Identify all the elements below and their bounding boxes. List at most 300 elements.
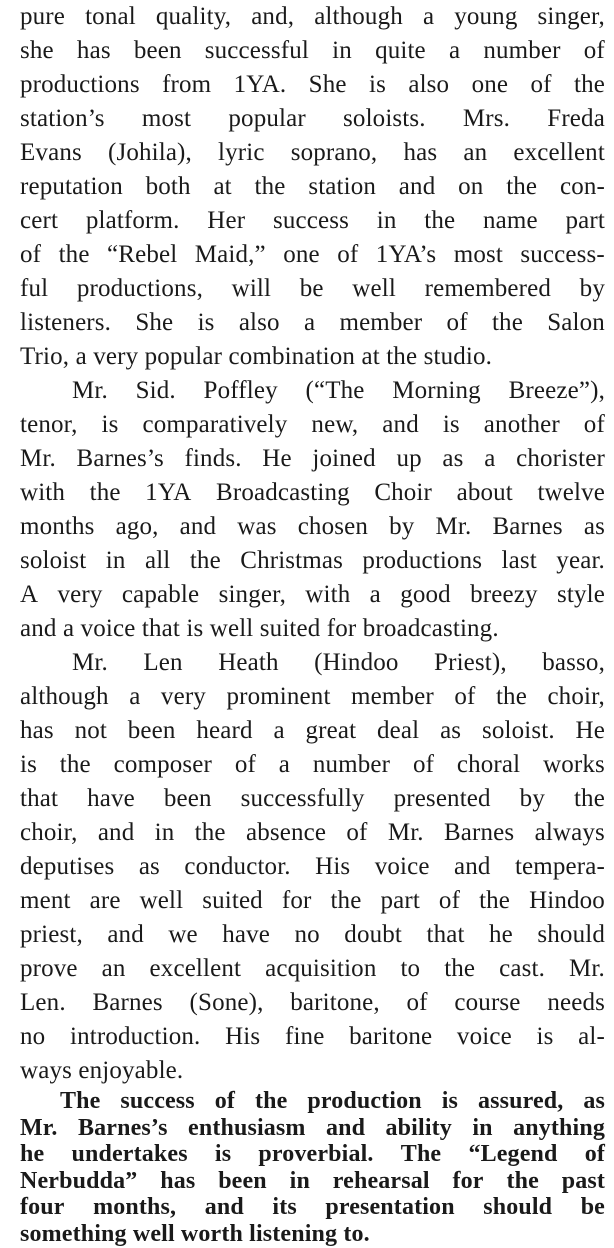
word: not — [74, 717, 107, 744]
word: undertakes — [71, 1141, 188, 1167]
text-line — [20, 1115, 605, 1142]
word: good — [400, 581, 451, 608]
word: for — [452, 1167, 484, 1194]
word: tempera- — [514, 853, 605, 880]
word: productions — [20, 71, 140, 98]
word: are — [89, 887, 121, 914]
word: ability — [385, 1114, 452, 1141]
word: in — [376, 207, 397, 234]
word: basso, — [542, 649, 605, 676]
text-line — [20, 986, 605, 1019]
text-line — [20, 170, 605, 203]
word: twelve — [537, 479, 605, 506]
word: as — [583, 1088, 605, 1114]
word: she — [20, 37, 54, 64]
word: al- — [578, 1023, 605, 1050]
word: all — [144, 547, 171, 574]
word: A — [20, 581, 39, 608]
paragraph-first-line — [72, 646, 605, 679]
word: doubt — [344, 921, 402, 948]
word: composer — [113, 751, 213, 778]
word: conductor. — [184, 853, 291, 880]
word: priest, — [20, 921, 83, 948]
word: Nerbudda” — [20, 1167, 138, 1194]
word: and — [97, 819, 135, 846]
word: as — [442, 445, 464, 472]
word: remembered — [424, 275, 552, 302]
text-line — [20, 442, 605, 475]
word: of — [438, 887, 461, 914]
word: (“The — [305, 377, 365, 404]
word: tenor, — [20, 411, 78, 438]
word: a — [422, 3, 435, 30]
word: should — [537, 921, 605, 948]
word: Choir — [374, 479, 433, 506]
word: deputises — [20, 853, 115, 880]
word: be — [580, 1194, 605, 1220]
word: no — [294, 921, 320, 948]
text-line: and a voice that is well suited for broadcasting. — [20, 615, 499, 642]
word: with — [305, 581, 351, 608]
word: one — [283, 241, 320, 268]
word: last — [501, 547, 537, 574]
word: in — [472, 1114, 493, 1141]
word: the — [491, 309, 523, 336]
text-line — [20, 884, 605, 917]
word: member — [351, 683, 434, 710]
word: and — [179, 513, 217, 540]
word: “Legend — [468, 1141, 558, 1167]
word: ment — [20, 887, 71, 914]
word: (Hindoo — [314, 649, 399, 676]
word: one — [471, 71, 509, 98]
text-line — [20, 272, 605, 305]
word: been — [133, 37, 182, 64]
word: successfully — [240, 785, 365, 812]
word: the — [573, 71, 605, 98]
word: prove — [20, 955, 78, 982]
word: Mr. — [435, 513, 472, 540]
word: deal — [377, 717, 420, 744]
text-line: something well worth listening to. — [20, 1220, 370, 1247]
text-line — [20, 1194, 605, 1221]
word: of — [454, 683, 476, 710]
paragraph-first-line — [60, 1088, 605, 1115]
paragraph-first-line — [72, 374, 605, 407]
word: we — [168, 921, 198, 948]
word: “Rebel — [107, 241, 178, 268]
word: cert — [20, 207, 59, 234]
word: soloist. — [482, 717, 555, 744]
word: as — [583, 513, 605, 540]
word: number — [312, 751, 391, 778]
text-line — [20, 816, 605, 849]
word: of — [412, 751, 435, 778]
word: heard — [196, 717, 253, 744]
word: been — [218, 1167, 267, 1194]
word: the — [189, 547, 221, 574]
word: Mr. — [387, 819, 424, 846]
word: presentation — [325, 1194, 455, 1220]
word: of — [214, 1088, 236, 1114]
word: in — [154, 819, 175, 846]
word: con- — [559, 173, 605, 200]
word: although — [314, 3, 403, 30]
word: platform. — [85, 207, 180, 234]
word: Priest), — [434, 649, 507, 676]
word: Heath — [218, 649, 279, 676]
word: tonal — [85, 3, 136, 30]
word: singer, — [537, 3, 605, 30]
word: suited — [202, 887, 263, 914]
word: at — [213, 173, 232, 200]
word: of — [20, 241, 42, 268]
word: is — [20, 751, 37, 778]
word: chosen — [297, 513, 369, 540]
word: is — [368, 71, 386, 98]
word: course — [454, 989, 521, 1016]
word: most — [141, 105, 192, 132]
word: great — [305, 717, 357, 744]
word: fine — [284, 1023, 325, 1050]
word: joined — [312, 445, 376, 472]
word: the — [59, 751, 91, 778]
word: success — [272, 207, 349, 234]
word: voice — [374, 853, 430, 880]
word: Len — [143, 649, 183, 676]
word: baritone — [349, 1023, 433, 1050]
word: singer, — [218, 581, 286, 608]
word: about — [456, 479, 513, 506]
word: both — [145, 173, 191, 200]
word: of — [337, 241, 359, 268]
word: will — [231, 275, 272, 302]
word: to — [400, 955, 421, 982]
text-line — [20, 748, 605, 781]
word: he — [20, 1141, 45, 1167]
word: new, — [311, 411, 359, 438]
word: been — [163, 785, 212, 812]
text-line — [20, 306, 605, 339]
word: (Johila), — [107, 139, 192, 166]
word: has — [403, 139, 438, 166]
text-line — [20, 238, 605, 271]
word: a — [278, 751, 291, 778]
word: The — [400, 1141, 442, 1167]
word: in — [289, 1167, 310, 1194]
word: with — [20, 479, 66, 506]
word: (Sone), — [189, 989, 264, 1016]
word: Maid,” — [194, 241, 266, 268]
word: Sid. — [135, 377, 176, 404]
word: His — [315, 853, 351, 880]
word: of — [583, 411, 605, 438]
word: has — [160, 1167, 196, 1194]
word: the — [254, 1088, 288, 1114]
word: and — [382, 411, 419, 438]
word: Mrs. — [462, 105, 511, 132]
word: the — [444, 955, 476, 982]
word: productions, — [76, 275, 203, 302]
word: choir, — [547, 683, 605, 710]
word: cast. — [499, 955, 546, 982]
word: part — [380, 887, 420, 914]
word: absence — [245, 819, 327, 846]
word: Barnes — [443, 819, 515, 846]
word: and — [107, 921, 144, 948]
word: Mr. — [20, 1114, 58, 1141]
word: breezy — [470, 581, 538, 608]
word: excellent — [149, 955, 242, 982]
text-line — [20, 680, 605, 713]
word: 1YA’s — [375, 241, 437, 268]
word: should — [483, 1194, 553, 1220]
word: Mr. — [72, 649, 108, 676]
word: has — [20, 717, 54, 744]
word: is — [101, 411, 119, 438]
word: 1YA. — [233, 71, 287, 98]
word: rehearsal — [332, 1167, 430, 1194]
article-page — [20, 0, 605, 1247]
word: always — [534, 819, 605, 846]
word: of — [446, 309, 468, 336]
word: as — [440, 717, 462, 744]
word: of — [530, 71, 552, 98]
word: a — [273, 717, 285, 744]
word: Barnes’s — [77, 1114, 168, 1141]
word: Hindoo — [529, 887, 605, 914]
word: Evans — [20, 139, 82, 166]
word: 1YA — [145, 479, 192, 506]
word: by — [579, 275, 605, 302]
word: success- — [520, 241, 605, 268]
word: most — [453, 241, 503, 268]
text-line: Trio, a very popular combination at the studio. — [20, 343, 493, 370]
word: was — [237, 513, 277, 540]
word: also — [408, 71, 450, 98]
word: and — [454, 853, 491, 880]
word: and — [204, 1194, 244, 1220]
text-line — [20, 952, 605, 985]
word: the — [506, 173, 538, 200]
word: very — [160, 683, 206, 710]
word: be — [299, 275, 324, 302]
word: in — [332, 37, 352, 64]
word: year. — [556, 547, 605, 574]
word: success — [120, 1088, 195, 1114]
word: the — [506, 1167, 539, 1194]
text-line: ways enjoyable. — [20, 1057, 184, 1084]
word: the — [194, 819, 226, 846]
word: quality, — [155, 3, 232, 30]
word: have — [222, 921, 271, 948]
word: young — [454, 3, 518, 30]
word: Mr. — [20, 445, 56, 472]
word: quite — [375, 37, 426, 64]
word: its — [272, 1194, 297, 1220]
word: production — [307, 1088, 422, 1114]
word: works — [543, 751, 605, 778]
word: needs — [547, 989, 605, 1016]
word: of — [584, 1141, 605, 1167]
word: anything — [513, 1114, 605, 1141]
word: Len. — [20, 989, 66, 1016]
text-line — [20, 1020, 605, 1053]
word: number — [483, 37, 561, 64]
word: choir, — [20, 819, 78, 846]
word: part — [565, 207, 605, 234]
word: name — [482, 207, 538, 234]
word: soloist — [20, 547, 87, 574]
word: a — [129, 683, 141, 710]
word: the — [254, 173, 286, 200]
word: months — [20, 513, 95, 540]
word: He — [575, 717, 605, 744]
text-line — [20, 102, 605, 135]
text-line — [20, 510, 605, 543]
word: by — [389, 513, 415, 540]
word: His — [225, 1023, 261, 1050]
word: is — [536, 1023, 554, 1050]
word: is — [214, 1141, 232, 1167]
text-line — [20, 1168, 605, 1195]
word: the — [479, 887, 511, 914]
word: productions — [362, 547, 483, 574]
word: baritone, — [290, 989, 380, 1016]
word: four — [20, 1194, 65, 1220]
word: station — [308, 173, 377, 200]
word: from — [162, 71, 212, 98]
word: soprano, — [290, 139, 378, 166]
word: pure — [20, 3, 66, 30]
word: the — [424, 207, 456, 234]
word: The — [60, 1088, 101, 1114]
text-line — [20, 476, 605, 509]
text-line — [20, 850, 605, 883]
word: soloists. — [343, 105, 426, 132]
word: well — [139, 887, 184, 914]
word: the — [330, 887, 362, 914]
word: past — [561, 1167, 605, 1194]
word: also — [238, 309, 280, 336]
word: assured, — [477, 1088, 564, 1114]
word: Mr. — [569, 955, 605, 982]
word: Broadcasting — [216, 479, 350, 506]
word: months, — [93, 1194, 177, 1220]
word: he — [489, 921, 513, 948]
word: has — [76, 37, 111, 64]
word: a — [303, 309, 316, 336]
word: of — [583, 37, 605, 64]
word: although — [20, 683, 109, 710]
word: reputation — [20, 173, 123, 200]
word: no — [20, 1023, 46, 1050]
word: as — [138, 853, 160, 880]
word: up — [396, 445, 422, 472]
word: is — [441, 1088, 459, 1114]
word: enthusiasm — [188, 1114, 306, 1141]
word: acquisition — [265, 955, 377, 982]
word: a — [448, 37, 461, 64]
text-line — [20, 408, 605, 441]
word: in — [105, 547, 126, 574]
word: excellent — [513, 139, 605, 166]
word: comparatively — [142, 411, 288, 438]
word: and, — [251, 3, 295, 30]
text-line — [20, 782, 605, 815]
word: lyric — [218, 139, 265, 166]
word: is — [442, 411, 460, 438]
word: listeners. — [20, 309, 112, 336]
word: Breeze”), — [508, 377, 605, 404]
text-line — [20, 1141, 605, 1168]
word: the — [58, 241, 90, 268]
word: Barnes’s — [76, 445, 164, 472]
word: She — [135, 309, 174, 336]
word: member — [339, 309, 423, 336]
word: Barnes — [92, 989, 163, 1016]
word: and — [325, 1114, 366, 1141]
word: an — [463, 139, 488, 166]
word: ful — [20, 275, 49, 302]
text-line — [20, 136, 605, 169]
text-line — [20, 714, 605, 747]
word: very — [57, 581, 103, 608]
word: station’s — [20, 105, 105, 132]
word: that — [20, 785, 59, 812]
word: Her — [207, 207, 246, 234]
word: finds. — [184, 445, 242, 472]
word: capable — [121, 581, 200, 608]
word: for — [281, 887, 312, 914]
text-line — [20, 204, 605, 237]
word: have — [87, 785, 135, 812]
text-line — [20, 578, 605, 611]
word: choral — [456, 751, 521, 778]
text-line — [20, 918, 605, 951]
word: presented — [393, 785, 491, 812]
word: been — [127, 717, 176, 744]
word: Salon — [547, 309, 605, 336]
word: a — [369, 581, 381, 608]
text-line — [20, 0, 605, 33]
word: voice — [456, 1023, 512, 1050]
word: Freda — [547, 105, 605, 132]
word: prominent — [226, 683, 331, 710]
text-line — [20, 544, 605, 577]
text-line — [20, 68, 605, 101]
word: the — [89, 479, 121, 506]
word: and — [398, 173, 436, 200]
word: the — [573, 785, 605, 812]
word: is — [197, 309, 215, 336]
word: Morning — [392, 377, 481, 404]
word: Christmas — [240, 547, 343, 574]
word: He — [262, 445, 292, 472]
word: Barnes — [492, 513, 563, 540]
word: another — [483, 411, 560, 438]
word: on — [458, 173, 484, 200]
word: the — [495, 683, 527, 710]
word: an — [101, 955, 126, 982]
word: Mr. — [72, 377, 108, 404]
word: She — [308, 71, 347, 98]
word: introduction. — [70, 1023, 201, 1050]
word: successful — [204, 37, 310, 64]
word: well — [352, 275, 396, 302]
word: by — [519, 785, 545, 812]
text-line — [20, 34, 605, 67]
